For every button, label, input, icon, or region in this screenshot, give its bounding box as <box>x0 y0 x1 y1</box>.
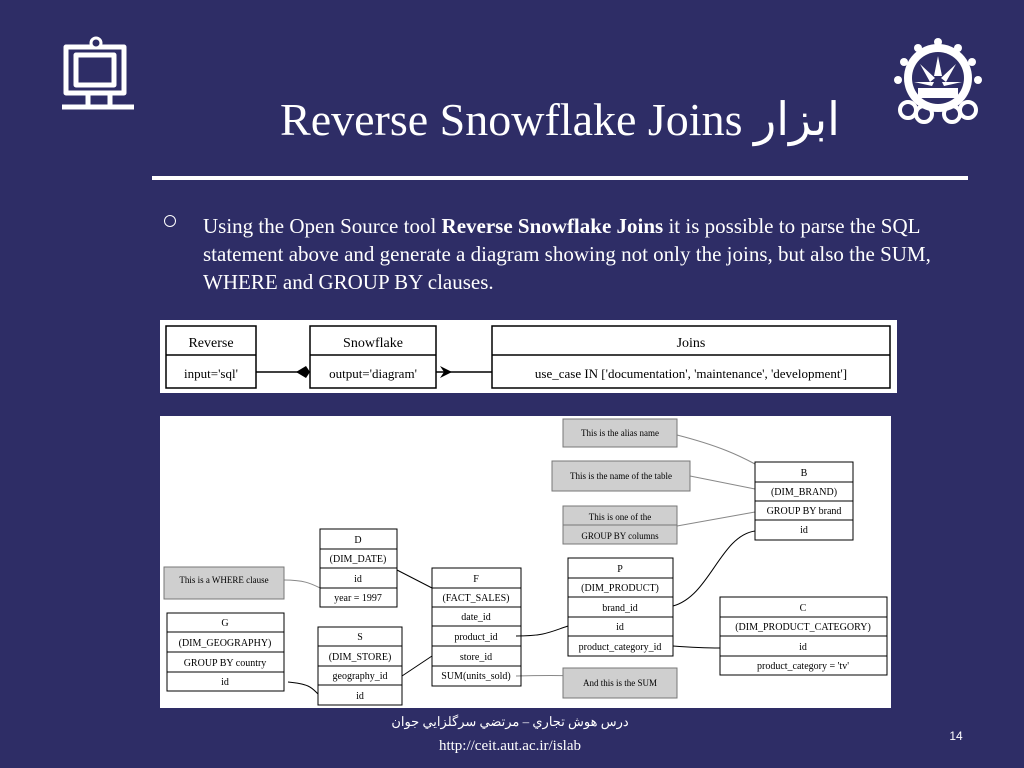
pipeline-box-body: output='diagram' <box>329 366 417 381</box>
table-field: date_id <box>461 612 491 623</box>
page-number: 14 <box>949 729 963 743</box>
slide-title <box>150 92 970 148</box>
table-field: GROUP BY country <box>183 658 267 669</box>
table-name: (DIM_GEOGRAPHY) <box>178 638 272 649</box>
table-alias: S <box>357 632 363 643</box>
table-field: id <box>356 691 364 702</box>
pipeline-box-body: use_case IN ['documentation', 'maintenance', 'development'] <box>534 366 848 381</box>
note-table-name <box>552 461 690 491</box>
table-alias: P <box>617 564 623 575</box>
table-field: geography_id <box>332 671 388 682</box>
table-alias: F <box>473 574 479 585</box>
table-field: id <box>799 642 807 653</box>
table-field: year = 1997 <box>334 593 382 604</box>
table-field: product_category_id <box>578 642 662 653</box>
table-field: id <box>221 677 229 688</box>
table-field: GROUP BY brand <box>766 506 842 517</box>
bullet-text-pre: Using the Open Source tool <box>203 214 442 238</box>
note-alias <box>563 419 677 447</box>
table-field: product_id <box>454 632 498 643</box>
pipeline-box-body: input='sql' <box>184 366 238 381</box>
pipeline-box-header: Joins <box>676 336 706 351</box>
table-name: (DIM_BRAND) <box>770 487 838 498</box>
slide-title-main: Reverse Snowflake Joins <box>280 94 743 145</box>
table-field: brand_id <box>602 603 638 614</box>
table-alias: D <box>354 535 362 546</box>
note-sum <box>563 668 677 698</box>
bullet-icon <box>164 215 176 227</box>
table-field: SUM(units_sold) <box>441 671 511 682</box>
table-alias: C <box>799 603 807 614</box>
note-group-by-text-1: This is one of the <box>588 512 652 522</box>
note-where <box>164 567 284 599</box>
join-diagram <box>160 416 891 708</box>
note-table-name-text: This is the name of the table <box>570 471 672 481</box>
pipeline-box-header: Reverse <box>188 336 234 351</box>
table-field: store_id <box>459 652 493 663</box>
lab-logo-icon <box>58 35 138 113</box>
note-group-by <box>563 506 677 544</box>
footer-url[interactable]: http://ceit.aut.ac.ir/islab <box>438 738 582 754</box>
pipeline-box-header: Snowflake <box>343 336 403 351</box>
table-name: (DIM_DATE) <box>329 554 387 565</box>
note-alias-text: This is the alias name <box>581 428 659 438</box>
table-field: product_category = 'tv' <box>757 661 849 672</box>
pipeline-diagram <box>160 320 897 393</box>
table-name: (DIM_PRODUCT_CATEGORY) <box>735 622 871 633</box>
note-sum-text: And this is the SUM <box>582 678 658 688</box>
table-name: (FACT_SALES) <box>442 593 510 604</box>
title-divider <box>152 176 968 180</box>
footer-course: درس هوش تجاري – مرتضي سرگلزايي جوان <box>391 714 629 729</box>
note-where-text: This is a WHERE clause <box>179 575 269 585</box>
bullet-text-bold: Reverse Snowflake Joins <box>441 214 664 238</box>
table-field: id <box>616 622 624 633</box>
table-name: (DIM_PRODUCT) <box>581 583 659 594</box>
note-group-by-text-2: GROUP BY columns <box>581 531 659 541</box>
table-name: (DIM_STORE) <box>328 652 392 663</box>
table-alias: G <box>221 618 229 629</box>
bullet-text <box>203 212 973 296</box>
slide-title-persian: ابزار <box>754 94 840 145</box>
bullet-text-post: it is possible to parse the SQL statement above and generate a diagram showing not only the joins, but also the SUM, WHERE and GROUP BY clauses. <box>203 214 931 294</box>
table-field: id <box>354 574 362 585</box>
table-alias: B <box>800 468 808 479</box>
table-field: id <box>800 525 808 536</box>
table-f <box>432 568 521 686</box>
arrow-head-icon <box>296 366 310 378</box>
